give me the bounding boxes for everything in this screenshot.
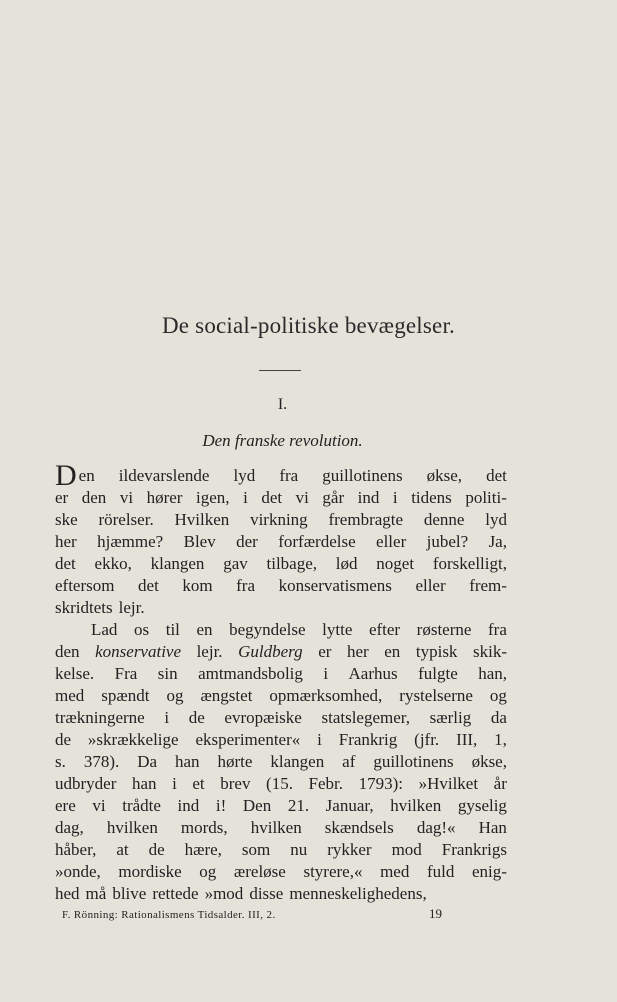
word: den [81, 488, 107, 507]
word: fulgte [418, 664, 458, 683]
text-line [55, 861, 507, 883]
word: han, [478, 664, 507, 683]
text-line [55, 509, 507, 531]
word: typisk [415, 642, 458, 661]
word: Januar, [325, 796, 374, 815]
word: guillotinens [322, 466, 403, 485]
word: »Hvilket [418, 774, 479, 793]
text-line [55, 817, 507, 839]
word: Frankrig [338, 730, 398, 749]
word: og [166, 686, 184, 705]
text-line [55, 487, 507, 509]
text-line [55, 531, 507, 553]
word: 21. [287, 796, 310, 815]
word: i [172, 774, 177, 793]
word: Febr. [308, 774, 344, 793]
word: »mod [204, 884, 244, 903]
word: 1, [494, 730, 507, 749]
word: rystelserne [399, 686, 473, 705]
text-line [55, 839, 507, 861]
word: det [138, 576, 159, 595]
word: æreløse [233, 862, 286, 881]
word: statslegemer, [321, 708, 411, 727]
word: lejr. [196, 642, 223, 661]
word: er [318, 642, 332, 661]
word: os [134, 620, 150, 639]
word: ske [55, 510, 78, 529]
word: efter [368, 620, 401, 639]
text-line [55, 663, 507, 685]
word: det [55, 554, 76, 573]
word: »onde, [55, 862, 101, 881]
text-line [55, 553, 507, 575]
word: konservative [95, 642, 182, 661]
word: opmærksomhed, [269, 686, 383, 705]
word: mod [391, 840, 422, 859]
word: i [392, 488, 398, 507]
word: jubel? [426, 532, 469, 551]
word: fra [488, 620, 507, 639]
word: amtmandsbolig [198, 664, 303, 683]
word: den [55, 642, 80, 661]
word: frembragte [328, 510, 404, 529]
word: mords, [180, 818, 228, 837]
word: fuld [426, 862, 455, 881]
word: hed [55, 884, 80, 903]
word: begyndelse [229, 620, 306, 639]
word: det [261, 488, 283, 507]
word: ere [55, 796, 76, 815]
word: guillotinens [373, 752, 454, 771]
word: politi- [465, 488, 507, 507]
word: eftersom [55, 576, 115, 595]
word: fra [279, 466, 299, 485]
word: skik- [473, 642, 507, 661]
text-line [55, 795, 507, 817]
word: særlig [429, 708, 472, 727]
text-line [55, 707, 507, 729]
word: må [85, 884, 107, 903]
word: de [188, 708, 205, 727]
word: og [489, 686, 507, 705]
word: fra [236, 576, 256, 595]
word: hære, [184, 840, 222, 859]
word: han [174, 752, 200, 771]
word: rörelser. [98, 510, 154, 529]
word: udbryder [55, 774, 117, 793]
word: styrere,« [303, 862, 363, 881]
word: virkning [250, 510, 308, 529]
word: 1793): [358, 774, 403, 793]
chapter-title: De social-politiske bevægelser. [162, 313, 455, 338]
word: Fra [114, 664, 138, 683]
word: Da [137, 752, 158, 771]
word: trækningerne [55, 708, 145, 727]
word: klangen [270, 752, 325, 771]
word: Ja, [488, 532, 507, 551]
word: gyselig [457, 796, 507, 815]
word: til [165, 620, 180, 639]
word: vi [295, 488, 309, 507]
word: vi [119, 488, 134, 507]
word: år [493, 774, 507, 793]
word: ind [177, 796, 200, 815]
word: noget [376, 554, 415, 573]
word: »skrækkelige [87, 730, 179, 749]
word: trådte [122, 796, 161, 815]
word: hvilken [390, 796, 442, 815]
word: dag!« [416, 818, 456, 837]
word: eller [376, 532, 407, 551]
word: Hvilken [174, 510, 230, 529]
word: der [236, 532, 258, 551]
word: skridtets [55, 598, 113, 617]
text-line [55, 729, 507, 751]
word: Frankrigs [441, 840, 507, 859]
text-line [55, 773, 507, 795]
word: gav [223, 554, 248, 573]
word: s. [55, 752, 66, 771]
word: konservatismens [278, 576, 392, 595]
word: økse, [426, 466, 463, 485]
word: Den [242, 796, 272, 815]
word: 378). [83, 752, 120, 771]
word: lyd [485, 510, 507, 529]
word: (jfr. [414, 730, 440, 749]
word: klangen [150, 554, 205, 573]
word: Den [55, 459, 95, 492]
word: Lad [91, 620, 118, 639]
word: og [199, 862, 217, 881]
word: eller [415, 576, 446, 595]
word: tidens [411, 488, 452, 507]
word: i [243, 488, 248, 507]
word: spændt [101, 686, 150, 705]
word: de [148, 840, 165, 859]
word: lyd [233, 466, 256, 485]
word: her [346, 642, 369, 661]
word: i [164, 708, 170, 727]
word: som [241, 840, 271, 859]
word: hvilken [250, 818, 302, 837]
word: Han [478, 818, 507, 837]
word: rykker [327, 840, 372, 859]
word: ind [357, 488, 380, 507]
word: kelse. [55, 664, 95, 683]
text-line [55, 575, 507, 597]
word: lytte [322, 620, 353, 639]
word: er [55, 488, 69, 507]
word: mordiske [118, 862, 182, 881]
word: III, [456, 730, 478, 749]
word: forskelligt, [432, 554, 507, 573]
word: lejr. [118, 598, 145, 617]
word: en [384, 642, 401, 661]
page-number: 19 [429, 906, 442, 921]
word: hjæmme? [97, 532, 164, 551]
drop-cap: D [55, 459, 77, 492]
word: dag, [55, 818, 84, 837]
word: i [323, 664, 329, 683]
word: hørte [217, 752, 253, 771]
word: røsterne [416, 620, 472, 639]
word: her [55, 532, 77, 551]
word: (15. [266, 774, 293, 793]
word: i! [215, 796, 227, 815]
word: kom [182, 576, 213, 595]
word: igen, [196, 488, 230, 507]
word: med [55, 686, 85, 705]
word: forfærdelse [278, 532, 356, 551]
word: disse [249, 884, 284, 903]
word: frem- [469, 576, 507, 595]
word: vi [92, 796, 106, 815]
page-footer [62, 906, 442, 924]
section-number: I. [277, 396, 288, 413]
word: rettede [152, 884, 199, 903]
text-line [55, 597, 507, 619]
word: de [55, 730, 72, 749]
word: blive [112, 884, 147, 903]
title-rule [259, 370, 301, 371]
word: da [490, 708, 507, 727]
word: evropæiske [224, 708, 302, 727]
word: nu [290, 840, 308, 859]
word: Blev [183, 532, 216, 551]
word: skændsels [324, 818, 394, 837]
word: lød [335, 554, 358, 573]
word: Aarhus [348, 664, 398, 683]
word: menneskelighedens, [289, 884, 427, 903]
word: håber, [55, 840, 97, 859]
word: hører [146, 488, 183, 507]
word: hvilken [106, 818, 158, 837]
word: ængstet [200, 686, 253, 705]
word: brev [220, 774, 251, 793]
word: eksperimenter« [195, 730, 301, 749]
text-line [55, 883, 507, 905]
word: enig- [471, 862, 507, 881]
text-line [55, 619, 507, 641]
text-line [55, 641, 507, 663]
word: økse, [471, 752, 507, 771]
word: ekko, [94, 554, 132, 573]
section-title: Den franske revolution. [202, 431, 363, 450]
word: denne [423, 510, 465, 529]
word: i [317, 730, 322, 749]
word: Guldberg [238, 642, 303, 661]
word: af [342, 752, 356, 771]
word: en [196, 620, 213, 639]
word: han [131, 774, 157, 793]
text-line [55, 751, 507, 773]
word: det [486, 466, 507, 485]
body-text [55, 459, 507, 905]
word: går [322, 488, 345, 507]
text-line [55, 685, 507, 707]
word: at [116, 840, 129, 859]
word: ildevarslende [118, 466, 210, 485]
word: sin [157, 664, 178, 683]
word: et [192, 774, 205, 793]
text-line [55, 459, 507, 492]
word: tilbage, [266, 554, 318, 573]
footer-signature: F. Rönning: Rationalismens Tidsalder. III, 2. [62, 909, 276, 921]
word: med [380, 862, 410, 881]
